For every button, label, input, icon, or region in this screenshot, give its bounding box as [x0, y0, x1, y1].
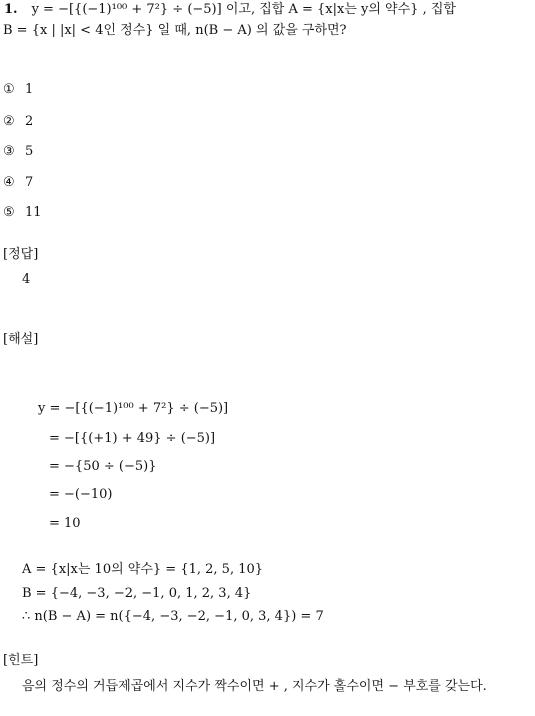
- option-2[interactable]: [3, 113, 33, 131]
- option-3[interactable]: [3, 143, 33, 161]
- option-4-text: 7: [25, 175, 34, 190]
- question-number: 1.: [4, 2, 18, 17]
- hint-text: 음의 정수의 거듭제곱에서 지수가 짝수이면 + , 지수가 홀수이면 − 부호를 갖는다.: [22, 679, 487, 694]
- question-line-2: B = {x | |x| < 4인 정수} 일 때, n(B − A) 의 값을 구하면?: [3, 23, 347, 38]
- option-5-mark: ⑤: [3, 205, 15, 220]
- option-3-text: 5: [25, 144, 34, 159]
- option-1-text: 1: [25, 82, 34, 97]
- answer-label: [정답]: [3, 247, 39, 262]
- hint-label: [힌트]: [3, 653, 39, 668]
- question-line-1: [4, 1, 532, 19]
- option-5[interactable]: [3, 204, 42, 222]
- option-4-mark: ④: [3, 175, 15, 190]
- solution-step-2: = −[{(+1) + 49} ÷ (−5)]: [49, 431, 216, 446]
- option-2-mark: ②: [3, 114, 15, 129]
- solution-step-4: = −(−10): [49, 487, 113, 502]
- option-4[interactable]: [3, 174, 33, 192]
- option-5-text: 11: [25, 205, 42, 220]
- set-a: A = {x|x는 10의 약수} = {1, 2, 5, 10}: [22, 562, 264, 577]
- question-text-1: y = −[{(−1)¹⁰⁰ + 7²} ÷ (−5)] 이고, 집합 A = {x|x는 y의 약수} , 집합: [31, 2, 456, 17]
- option-3-mark: ③: [3, 144, 15, 159]
- conclusion: ∴ n(B − A) = n({−4, −3, −2, −1, 0, 3, 4}) = 7: [22, 609, 324, 624]
- option-2-text: 2: [25, 114, 34, 129]
- solution-label: [해설]: [3, 332, 39, 347]
- solution-step-1: y = −[{(−1)¹⁰⁰ + 7²} ÷ (−5)]: [38, 401, 229, 416]
- option-1-mark: ①: [3, 82, 15, 97]
- set-b: B = {−4, −3, −2, −1, 0, 1, 2, 3, 4}: [22, 586, 252, 601]
- solution-step-5: = 10: [49, 516, 81, 531]
- answer-value: 4: [22, 272, 31, 287]
- solution-step-3: = −{50 ÷ (−5)}: [49, 459, 157, 474]
- option-1[interactable]: [3, 81, 33, 99]
